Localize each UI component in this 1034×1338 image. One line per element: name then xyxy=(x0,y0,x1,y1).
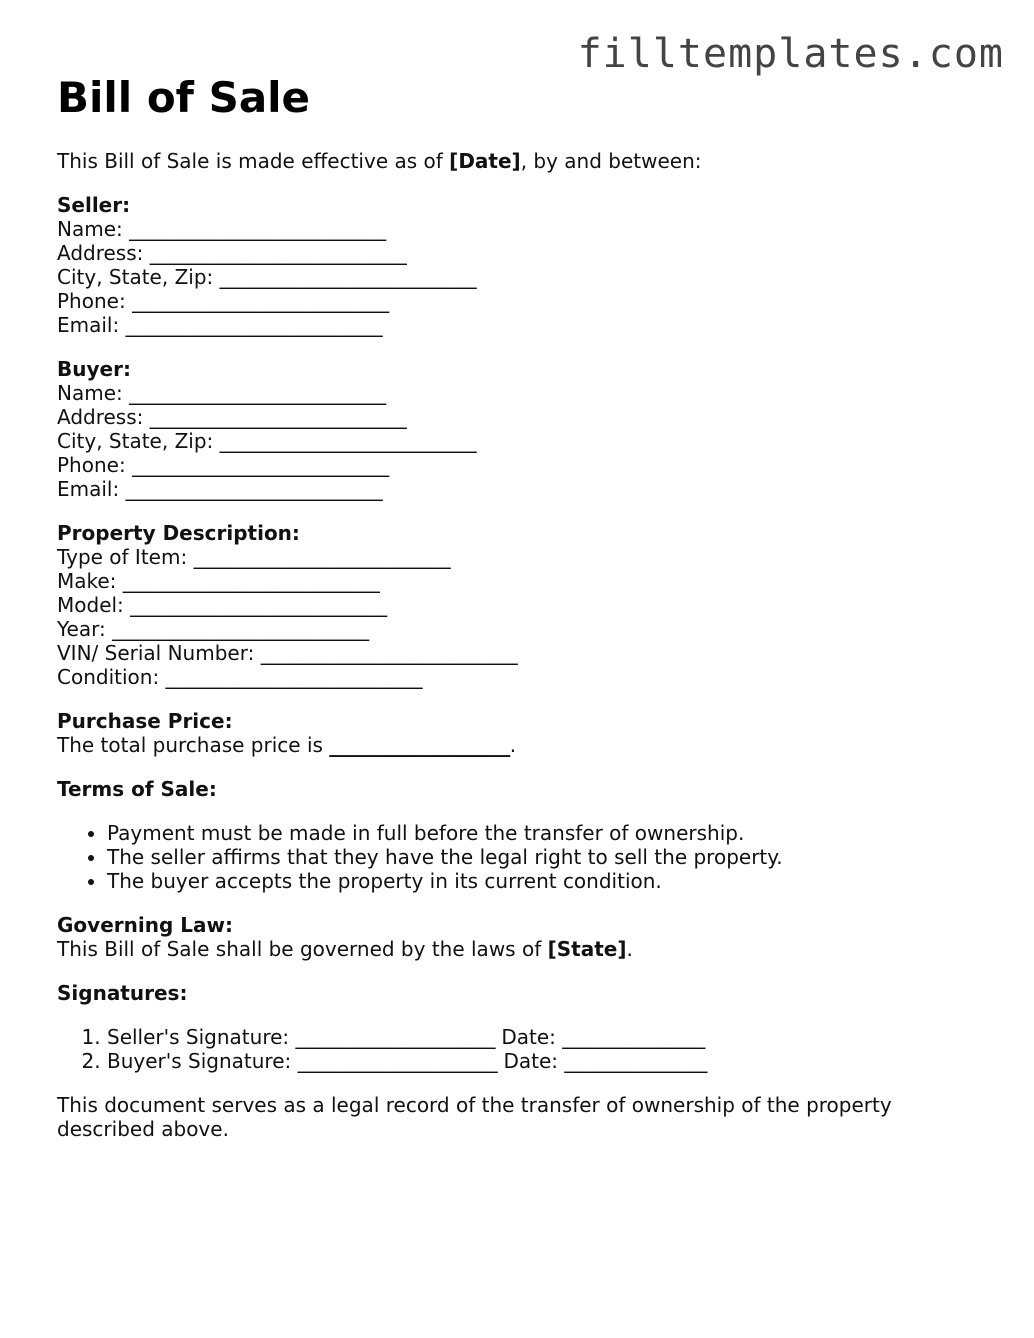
fill-blank[interactable]: ___________________________ xyxy=(219,429,477,453)
page-title: Bill of Sale xyxy=(57,73,311,122)
law-section xyxy=(57,913,997,961)
closing-paragraph: This document serves as a legal record of the transfer of ownership of the property described above. xyxy=(57,1093,892,1141)
list-item: • The seller affirms that they have the legal right to sell the property. xyxy=(107,845,997,869)
law-heading: Governing Law: xyxy=(57,913,233,937)
fill-blank[interactable]: ___________________________ xyxy=(125,477,383,501)
property-vin-field: VIN/ Serial Number: ___________________________ xyxy=(57,641,518,665)
fill-blank[interactable]: ___________________________ xyxy=(260,641,518,665)
list-item: • The buyer accepts the property in its current condition. xyxy=(107,869,997,893)
watermark: filltemplates.com xyxy=(577,31,1004,77)
signatures-heading: Signatures: xyxy=(57,981,188,1005)
property-heading: Property Description: xyxy=(57,521,300,545)
seller-city-field: City, State, Zip: ___________________________ xyxy=(57,265,477,289)
seller-heading: Seller: xyxy=(57,193,131,217)
fill-blank[interactable]: ___________________________ xyxy=(149,241,407,265)
date-placeholder: [Date] xyxy=(449,149,521,173)
terms-heading: Terms of Sale: xyxy=(57,777,217,801)
fill-blank[interactable]: ___________________________ xyxy=(149,405,407,429)
fill-blank[interactable]: ___________________________ xyxy=(165,665,423,689)
fill-blank[interactable]: ___________________________ xyxy=(122,569,380,593)
signatures-list xyxy=(57,1025,997,1073)
buyer-name-field: Name: ___________________________ xyxy=(57,381,386,405)
date-blank[interactable]: _______________ xyxy=(562,1025,705,1049)
price-text: The total purchase price is ___________________. xyxy=(57,733,517,757)
price-heading: Purchase Price: xyxy=(57,709,233,733)
buyer-city-field: City, State, Zip: ___________________________ xyxy=(57,429,477,453)
fill-blank[interactable]: ___________________________ xyxy=(193,545,451,569)
buyer-address-field: Address: ___________________________ xyxy=(57,405,407,429)
seller-phone-field: Phone: ___________________________ xyxy=(57,289,389,313)
list-item: • Payment must be made in full before the transfer of ownership. xyxy=(107,821,997,845)
property-year-field: Year: ___________________________ xyxy=(57,617,369,641)
terms-section xyxy=(57,777,997,893)
fill-blank[interactable]: ___________________________ xyxy=(125,313,383,337)
fill-blank[interactable]: ___________________________ xyxy=(132,289,389,313)
fill-blank[interactable]: ___________________________ xyxy=(130,593,387,617)
property-make-field: Make: ___________________________ xyxy=(57,569,380,593)
buyer-email-field: Email: ___________________________ xyxy=(57,477,383,501)
buyer-section xyxy=(57,357,997,501)
fill-blank[interactable]: ___________________________ xyxy=(129,217,386,241)
seller-section xyxy=(57,193,997,337)
seller-signature-line: 1. Seller's Signature: _____________________ Date: _______________ xyxy=(107,1025,997,1049)
signature-blank[interactable]: _____________________ xyxy=(297,1049,498,1073)
property-condition-field: Condition: ___________________________ xyxy=(57,665,423,689)
fill-blank[interactable]: ___________________________ xyxy=(129,381,386,405)
fill-blank[interactable]: ___________________________ xyxy=(112,617,369,641)
date-blank[interactable]: _______________ xyxy=(564,1049,707,1073)
buyer-signature-line: 2. Buyer's Signature: _____________________ Date: _______________ xyxy=(107,1049,997,1073)
intro-paragraph: This Bill of Sale is made effective as of [Date], by and between: xyxy=(57,149,702,173)
fill-blank[interactable]: ___________________________ xyxy=(132,453,389,477)
state-placeholder: [State] xyxy=(547,937,627,961)
seller-address-field: Address: ___________________________ xyxy=(57,241,407,265)
property-section xyxy=(57,521,997,689)
document-body xyxy=(57,149,997,1141)
property-type-field: Type of Item: ___________________________ xyxy=(57,545,451,569)
buyer-phone-field: Phone: ___________________________ xyxy=(57,453,389,477)
fill-blank[interactable]: ___________________________ xyxy=(219,265,477,289)
seller-name-field: Name: ___________________________ xyxy=(57,217,386,241)
buyer-heading: Buyer: xyxy=(57,357,131,381)
signatures-section xyxy=(57,981,997,1073)
price-section xyxy=(57,709,997,757)
terms-list xyxy=(57,821,997,893)
law-text: This Bill of Sale shall be governed by the laws of [State]. xyxy=(57,937,633,961)
property-model-field: Model: ___________________________ xyxy=(57,593,387,617)
signature-blank[interactable]: _____________________ xyxy=(295,1025,495,1049)
fill-blank[interactable]: ___________________ xyxy=(329,733,510,757)
seller-email-field: Email: ___________________________ xyxy=(57,313,383,337)
